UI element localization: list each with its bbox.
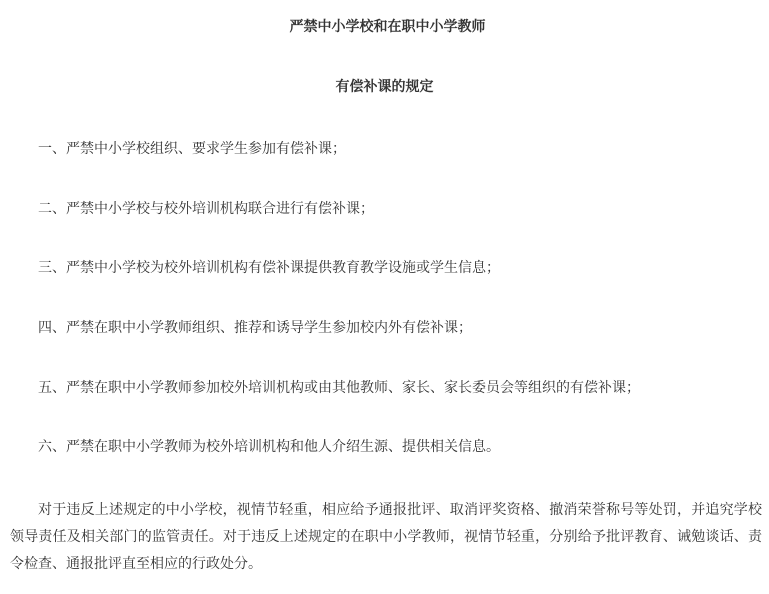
rule-item-4: 四、严禁在职中小学教师组织、推荐和诱导学生参加校内外有偿补课； xyxy=(38,320,472,336)
rule-item-5: 五、严禁在职中小学教师参加校外培训机构或由其他教师、家长、家长委员会等组织的有偿补课； xyxy=(38,380,640,396)
rule-item-6: 六、严禁在职中小学教师为校外培训机构和他人介绍生源、提供相关信息。 xyxy=(38,439,500,455)
document-subtitle: 有偿补课的规定 xyxy=(335,79,434,95)
rule-item-2: 二、严禁中小学校与校外培训机构联合进行有偿补课； xyxy=(38,201,374,217)
rule-item-1: 一、严禁中小学校组织、要求学生参加有偿补课； xyxy=(38,141,346,157)
rule-item-3: 三、严禁中小学校为校外培训机构有偿补课提供教育教学设施或学生信息； xyxy=(38,260,500,276)
penalty-paragraph: 对于违反上述规定的中小学校，视情节轻重，相应给予通报批评、取消评奖资格、撤消荣誉称号等处罚，并追究学校领导责任及相关部门的监管责任。对于违反上述规定的在职中小学教师，视情节轻重，分别给予批评教育、诫勉谈话、责令检查、通报批评直至相应的行政处分。 xyxy=(10,502,762,572)
document-title: 严禁中小学校和在职中小学教师 xyxy=(289,19,486,35)
